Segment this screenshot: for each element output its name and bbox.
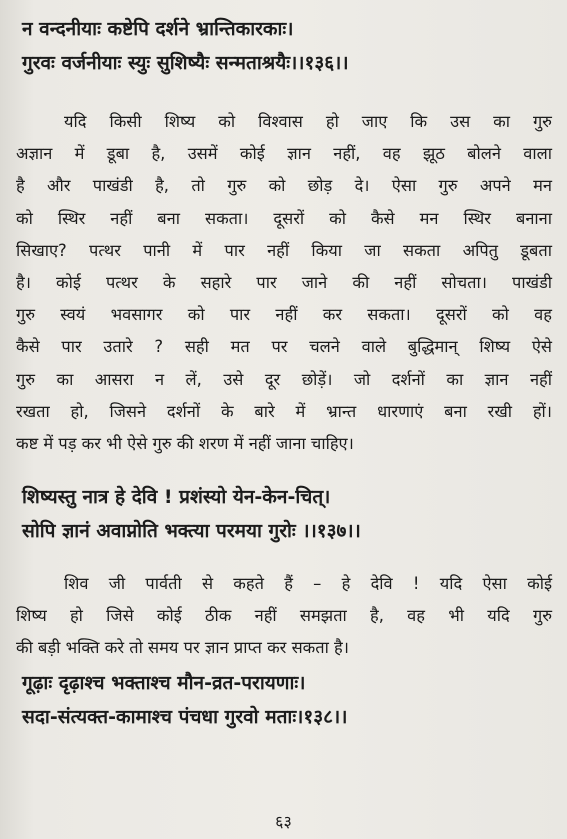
verse-line: शिष्यस्तु नात्र हे देवि ! प्रशंस्यो येन-केन-चित्। [22, 486, 331, 508]
verse-line: न वन्दनीयाः कष्टेपि दर्शने भ्रान्तिकारकाः। [22, 18, 294, 40]
text-line: गुरु स्वयं भवसागर को पार नहीं कर सकता। दूसरों को वह [16, 305, 552, 325]
verse-136 [22, 12, 552, 80]
verse-line: सदा-संत्यक्त-कामाश्च पंचधा गुरवो मताः।१३८।। [22, 706, 348, 728]
text-line: सिखाए? पत्थर पानी में पार नहीं किया जा सकता अपितु डूबता [16, 240, 552, 260]
text-line: है। कोई पत्थर के सहारे पार जाने की नहीं सोचता। पाखंडी [16, 273, 552, 293]
text-line: अज्ञान में डूबा है, उसमें कोई ज्ञान नहीं, वह झूठ बोलने वाला [16, 144, 552, 164]
text-line: कैसे पार उतारे ? सही मत पर चलने वाले बुद्धिमान् शिष्य ऐसे [16, 337, 552, 357]
verse-137 [22, 480, 552, 548]
text-line: की बड़ी भक्ति करे तो समय पर ज्ञान प्राप्त कर सकता है। [16, 638, 349, 658]
text-line: शिव जी पार्वती से कहते हैं – हे देवि ! यदि ऐसा कोई [64, 574, 552, 593]
text-line: कष्ट में पड़ कर भी ऐसे गुरु की शरण में नहीं जाना चाहिए। [16, 434, 354, 454]
commentary-paragraph-2 [16, 568, 552, 665]
text-line: शिष्य हो जिसे कोई ठीक नहीं समझता है, वह भी यदि गुरु [16, 606, 552, 626]
commentary-paragraph-1 [16, 106, 552, 460]
verse-line: गूढ़ाः दृढ़ाश्च भक्ताश्च मौन-व्रत-परायणाः। [22, 672, 306, 694]
text-line: है और पाखंडी है, तो गुरु को छोड़ दे। ऐसा गुरु अपने मन [16, 176, 552, 196]
page-number: ६३ [275, 812, 292, 831]
verse-line: सोपि ज्ञानं अवाप्नोति भक्त्या परमया गुरोः ।।१३७।। [22, 520, 361, 542]
text-line: यदि किसी शिष्य को विश्वास हो जाए कि उस का गुरु [64, 112, 552, 131]
text-line: रखता हो, जिसने दर्शनों के बारे में भ्रान्त धारणाएं बना रखी हों। [16, 401, 552, 421]
verse-line: गुरवः वर्जनीयाः स्युः सुशिष्यैः सन्मताश्रयैः।।१३६।। [22, 52, 349, 74]
verse-138 [22, 666, 552, 734]
text-line: गुरु का आसरा न लें, उसे दूर छोड़ें। जो दर्शनों का ज्ञान नहीं [16, 369, 552, 389]
text-line: को स्थिर नहीं बना सकता। दूसरों को कैसे मन स्थिर बनाना [16, 208, 552, 228]
